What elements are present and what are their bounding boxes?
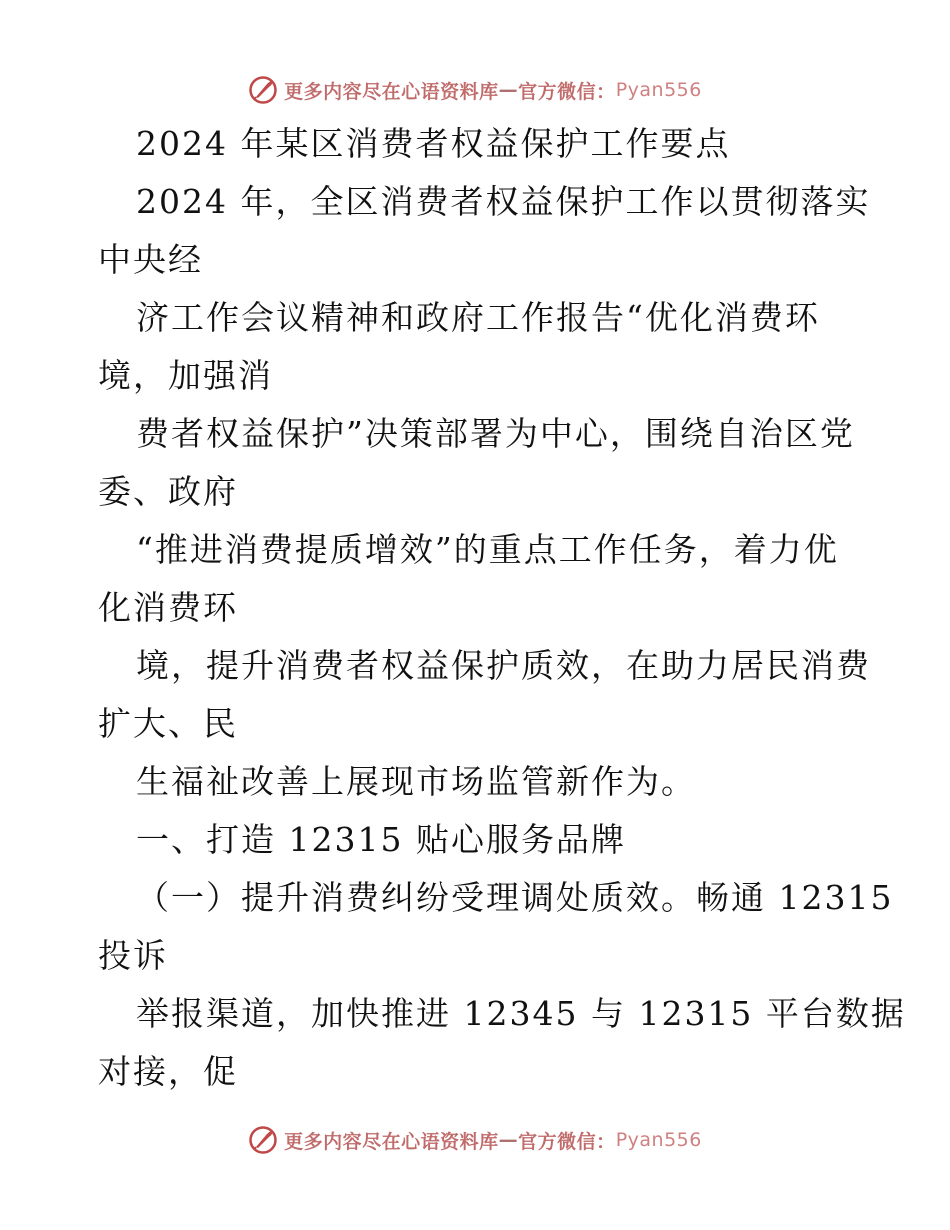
watermark-separator: — bbox=[498, 79, 519, 101]
text-line: 举报渠道，加快推进 12345 与 12315 平台数据 bbox=[136, 994, 906, 1033]
text-line: 扩大、民 bbox=[98, 704, 238, 743]
text-line: 济工作会议精神和政府工作报告“优化消费环 bbox=[136, 298, 820, 337]
text-line: 境，提升消费者权益保护质效，在助力居民消费 bbox=[136, 646, 871, 685]
text-line: 委、政府 bbox=[98, 472, 238, 511]
text-line: 化消费环 bbox=[98, 588, 238, 627]
text-line: 2024 年，全区消费者权益保护工作以贯彻落实 bbox=[136, 182, 871, 221]
text-line: 对接，促 bbox=[98, 1052, 238, 1091]
text-line: 投诉 bbox=[98, 936, 168, 975]
watermark-site-text: 更多内容尽在心语资料库 bbox=[284, 1130, 499, 1153]
document-body bbox=[98, 115, 906, 1101]
watermark-contact-label: 官方微信： bbox=[518, 80, 616, 103]
watermark-contact-handle: Pyan556 bbox=[615, 79, 702, 101]
quill-logo-icon bbox=[248, 75, 278, 105]
watermark-site-text: 更多内容尽在心语资料库 bbox=[284, 80, 499, 103]
text-line: 中央经 bbox=[98, 240, 203, 279]
quill-logo-icon bbox=[248, 1125, 278, 1155]
text-line: 境，加强消 bbox=[98, 356, 273, 395]
watermark-footer bbox=[0, 1120, 950, 1160]
watermark-contact-handle: Pyan556 bbox=[615, 1129, 702, 1151]
watermark-header bbox=[0, 70, 950, 110]
text-line: 费者权益保护”决策部署为中心，围绕自治区党 bbox=[136, 414, 855, 453]
text-line: 一、打造 12315 贴心服务品牌 bbox=[136, 820, 626, 859]
text-line: 2024 年某区消费者权益保护工作要点 bbox=[136, 124, 731, 163]
text-line: （一）提升消费纠纷受理调处质效。畅通 12315 bbox=[136, 878, 894, 917]
text-line: 生福祉改善上展现市场监管新作为。 bbox=[136, 762, 696, 801]
watermark-contact-label: 官方微信： bbox=[518, 1130, 616, 1153]
text-line: “推进消费提质增效”的重点工作任务，着力优 bbox=[136, 530, 839, 569]
watermark-separator: — bbox=[498, 1129, 519, 1151]
